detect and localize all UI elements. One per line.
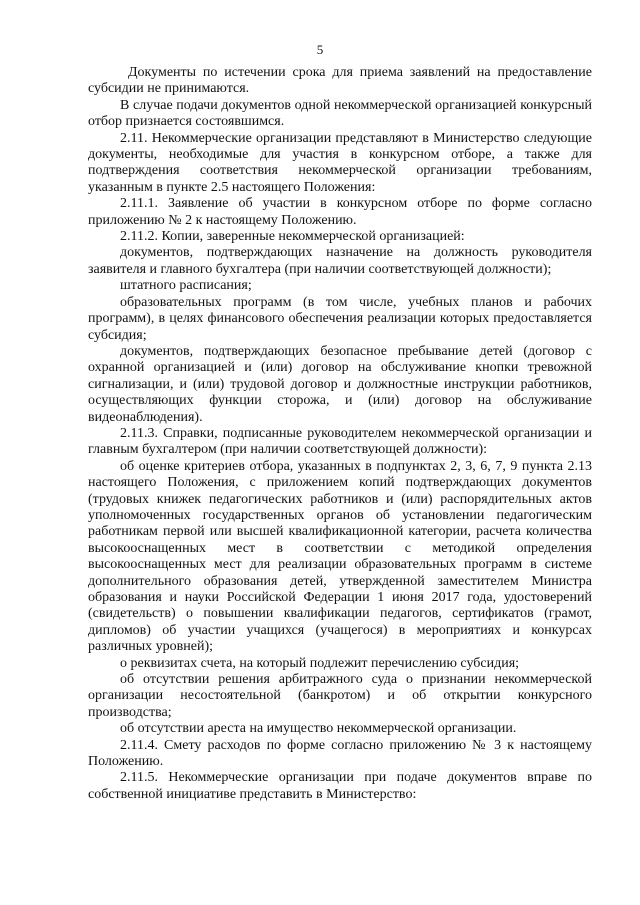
paragraph: образовательных программ (в том числе, учебных планов и рабочих программ), в целях финансового обеспечения реализации которых предоставляется субсидия;	[88, 294, 592, 343]
paragraph: 2.11.4. Смету расходов по форме согласно приложению № 3 к настоящему Положению.	[88, 737, 592, 770]
page-number: 5	[316, 42, 324, 57]
paragraph: 2.11.5. Некоммерческие организации при подаче документов вправе по собственной инициативе представить в Министерство:	[88, 770, 592, 802]
paragraph: 2.11.1. Заявление об участии в конкурсном отборе по форме согласно приложению № 2 к настоящему Положению.	[88, 196, 592, 228]
paragraph: 2.11. Некоммерческие организации представляют в Министерство следующие документы, необходимые для участия в конкурсном отборе, а также для подтверждения соответствия некоммерческой организации требованиям, указанным в пункте 2.5 настоящего Положения:	[88, 130, 592, 195]
paragraph: об отсутствии ареста на имущество некоммерческой организации.	[120, 721, 517, 737]
paragraph: В случае подачи документов одной некоммерческой организацией конкурсный отбор признается состоявшимся.	[88, 97, 592, 130]
paragraph: об отсутствии решения арбитражного суда о признании некоммерческой организации несостоятельной (банкротом) и об открытии конкурсного производства;	[88, 672, 592, 720]
paragraph: о реквизитах счета, на который подлежит перечислению субсидия;	[120, 655, 520, 671]
paragraph: 2.11.2. Копии, заверенные некоммерческой организацией:	[120, 229, 465, 245]
paragraph: Документы по истечении срока для приема заявлений на предоставление субсидии не принимаются.	[88, 65, 592, 97]
document-body	[88, 65, 592, 803]
paragraph: об оценке критериев отбора, указанных в подпунктах 2, 3, 6, 7, 9 пункта 2.13 настоящего Положения, с приложением копий подтверждающих документов (трудовых книжек педагогических работников и (или) распорядительных актов уполномоченных государственных органов об установлении педагогическим работникам первой или высшей квалификационной категории, расчета количества высокооснащенных мест в соответствии с методикой определения высокооснащенных мест для реализации образовательных программ в системе дополнительного образования детей, утвержденной заместителем Министра образования и науки Российской Федерации 1 июня 2017 года, удостоверений (свидетельств) о повышении квалификации педагогов, сертификатов (грамот, дипломов) об участии учащихся (учащегося) в мероприятиях и конкурсах различных уровней);	[88, 458, 592, 655]
paragraph: документов, подтверждающих назначение на должность руководителя заявителя и главного бухгалтера (при наличии соответствующей должности);	[88, 245, 592, 277]
paragraph: документов, подтверждающих безопасное пребывание детей (договор с охранной организацией и (или) договор на обслуживание кнопки тревожной сигнализации, и (или) трудовой договор и должностные инструкции работников, осуществляющих функции сторожа, и (или) договор на обслуживание видеонаблюдения).	[88, 343, 592, 425]
paragraph: 2.11.3. Справки, подписанные руководителем некоммерческой организации и главным бухгалтером (при наличии соответствующей должности):	[88, 425, 592, 458]
paragraph: штатного расписания;	[120, 278, 252, 294]
